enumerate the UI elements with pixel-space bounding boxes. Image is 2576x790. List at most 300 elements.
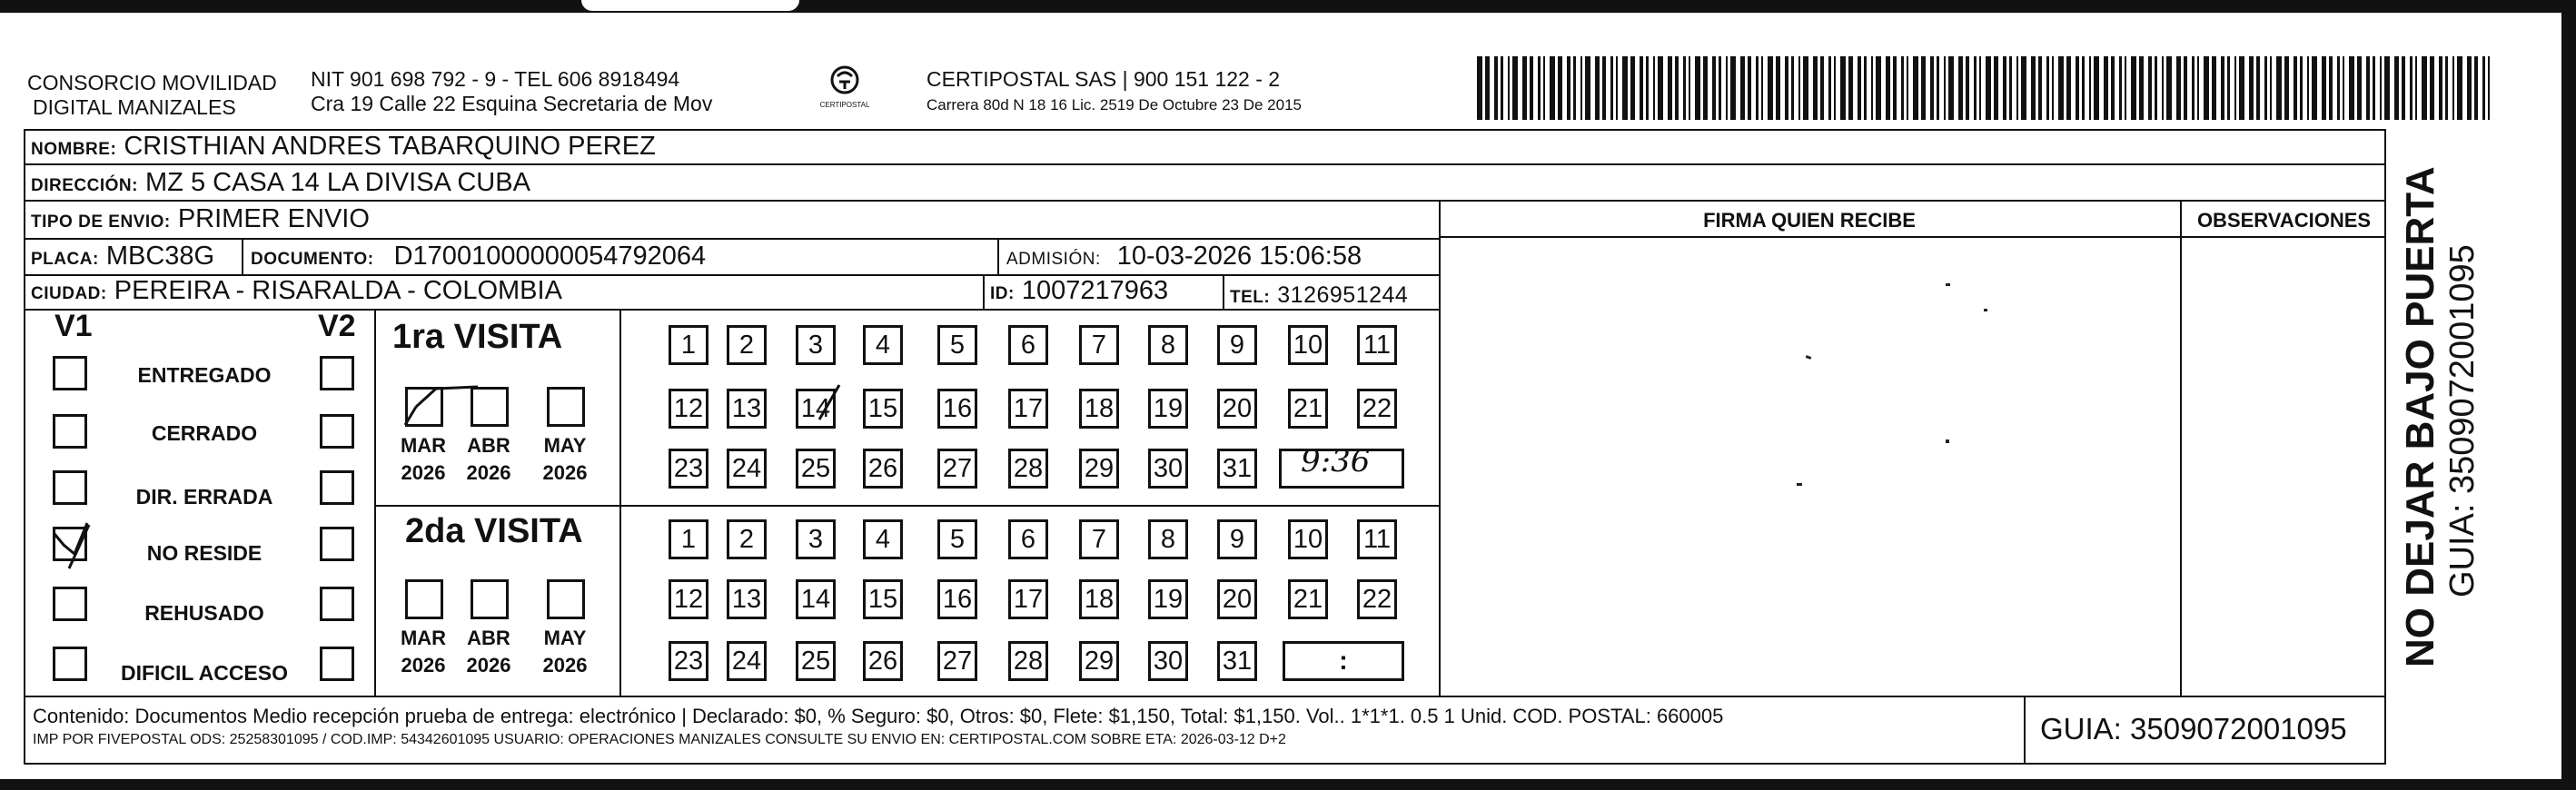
admision-field [1006,242,1362,272]
barcode-bar [1550,56,1555,120]
barcode-bar [2410,56,2413,120]
barcode-bar [2021,56,2026,120]
footer-guia-divider [2024,696,2026,765]
visit1-day-23[interactable]: 23 [669,449,708,489]
address-line: Cra 19 Calle 22 Esquina Secretaria de Mov [311,92,713,115]
visit1-day-20[interactable]: 20 [1217,389,1257,429]
barcode-bar [2415,56,2417,120]
month-name: ABR [467,627,510,649]
firma-header: FIRMA QUIEN RECIBE [1703,209,1916,232]
direccion-label: DIRECCIÓN: [31,176,138,195]
signature-area [1441,238,2180,697]
barcode-bar [1813,56,1818,120]
visit1-day-8[interactable]: 8 [1148,325,1188,365]
v2-header: V2 [318,309,356,343]
visit1-day-29[interactable]: 29 [1079,449,1119,489]
barcode-bar [2366,56,2370,120]
barcode-bar [2227,56,2230,120]
visit2-day-22[interactable]: 22 [1357,579,1397,619]
barcode-bar [1848,56,1853,120]
visit2-month-checkbox[interactable] [405,579,443,619]
month-name: MAY [543,434,587,457]
barcode-bar [1864,56,1867,120]
barcode-bar [2357,56,2362,120]
visit2-day-3[interactable]: 3 [796,519,836,559]
barcode-bar [2166,56,2172,120]
visit1-day-6[interactable]: 6 [1008,325,1048,365]
visit-divider-horizontal [374,505,1439,507]
visit1-day-2[interactable]: 2 [727,325,767,365]
visit1-day-16[interactable]: 16 [937,389,977,429]
visit2-day-1[interactable]: 1 [669,519,708,559]
visit1-day-27[interactable]: 27 [937,449,977,489]
visit2-month-checkbox[interactable] [547,579,585,619]
barcode-bar [2119,56,2122,120]
v2-checkbox[interactable] [320,527,354,561]
admision-label: ADMISIÓN: [1006,250,1101,269]
v2-checkbox[interactable] [320,414,354,449]
barcode-bar [1675,56,1679,120]
documento-label: DOCUMENTO: [251,250,374,269]
tel-field [1230,280,1408,310]
barcode-bar [1719,56,1721,120]
visit1-day-17[interactable]: 17 [1008,389,1048,429]
barcode-bar [1913,56,1918,120]
visit1-time-handwritten: 9:36 [1301,443,1371,479]
side-warning: NO DEJAR BAJO PUERTA [2398,166,2442,667]
month-name: ABR [467,434,510,457]
barcode-bar [1610,56,1613,120]
barcode-bar [1683,56,1686,120]
id-field [990,276,1168,306]
visit2-day-19[interactable]: 19 [1148,579,1188,619]
visit1-day-21[interactable]: 21 [1288,389,1328,429]
visit2-day-16[interactable]: 16 [937,579,977,619]
barcode-bar [1791,56,1794,120]
visit2-day-21[interactable]: 21 [1288,579,1328,619]
barcode-bar [1668,56,1672,120]
scan-edge-top-gap [581,0,799,11]
barcode-bar [1522,56,1527,120]
barcode-bar [2197,56,2199,120]
month-year: 2026 [542,461,588,484]
barcode-bar [2139,56,2144,120]
nombre-value: CRISTHIAN ANDRES TABARQUINO PEREZ [124,132,656,161]
barcode-bar [2349,56,2354,120]
company-line-1: CONSORCIO MOVILIDAD [27,71,277,94]
barcode-bar [2094,56,2099,120]
visit1-day-7[interactable]: 7 [1079,325,1119,365]
side-guia: GUIA: 3509072001095 [2443,244,2482,597]
visit2-month-label [465,625,512,679]
ciudad-value: PEREIRA - RISARALDA - COLOMBIA [114,276,562,305]
certipostal-logo [813,64,877,114]
barcode-bar [1703,56,1708,120]
admision-value: 10-03-2026 15:06:58 [1116,242,1362,271]
barcode-bar [2322,56,2326,120]
barcode-bar [2003,56,2006,120]
barcode-bar [2162,56,2164,120]
barcode-bar [2439,56,2442,120]
v1-checkbox[interactable] [53,647,87,681]
barcode-bar [1948,56,1954,120]
company-line-2: DIGITAL MANIZALES [33,95,236,119]
visit2-day-30[interactable]: 30 [1148,641,1188,681]
v2-checkbox[interactable] [320,356,354,390]
barcode-bar [1616,56,1618,120]
barcode-bar [2192,56,2195,120]
company-info [311,67,712,116]
barcode-bar [2457,56,2462,120]
month-year: 2026 [466,654,511,676]
barcode-bar [1726,56,1728,120]
month-name: MAY [543,627,587,649]
visit2-day-25[interactable]: 25 [796,641,836,681]
barcode-bar [2373,56,2375,120]
id-divider [983,274,985,311]
barcode-bar [1712,56,1716,120]
scan-edge-bottom [0,779,2576,790]
visit1-day-4[interactable]: 4 [863,325,903,365]
barcode-bar [2089,56,2091,120]
barcode-bar [1689,56,1690,120]
footer-contenido: Contenido: Documentos Medio recepción prueba de entrega: electrónico | Declarado: $0, % Seguro: $0, Otros: $0, Flete: $1,150, Total: $1,150. Vol.. 1*1*1. 0.5 1 Unid. COD. POSTAL: 660005 [33,705,1724,727]
barcode-bar [1558,56,1562,120]
barcode-bar [2276,56,2282,120]
id-value: 1007217963 [1021,276,1169,305]
placa-field [31,242,214,272]
barcode-bar [2125,56,2126,120]
certipostal-line-2: Carrera 80d N 18 16 Lic. 2519 De Octubre 23 De 2015 [926,96,1302,114]
barcode [1477,56,2490,120]
barcode-bar [1658,56,1663,120]
barcode-bar [1768,56,1773,120]
visit1-day-10[interactable]: 10 [1288,325,1328,365]
barcode-bar [1477,56,1482,120]
placa-label: PLACA: [31,250,99,269]
footer-guia: GUIA: 3509072001095 [2040,712,2347,746]
visit1-day-22[interactable]: 22 [1357,389,1397,429]
nombre-label: NOMBRE: [31,140,117,159]
barcode-bar [2467,56,2472,120]
visit1-day-3[interactable]: 3 [796,325,836,365]
direccion-value: MZ 5 CASA 14 LA DIVISA CUBA [145,168,530,197]
certipostal-info [926,67,1302,114]
visit2-day-20[interactable]: 20 [1217,579,1257,619]
barcode-bar [2294,56,2297,120]
tipo-label: TIPO DE ENVIO: [31,212,171,232]
barcode-bar [2184,56,2187,120]
visit2-month-label [400,625,447,679]
barcode-bar [1803,56,1808,120]
visit2-day-23[interactable]: 23 [669,641,708,681]
month-year: 2026 [466,461,511,484]
visit2-day-12[interactable]: 12 [669,579,708,619]
barcode-bar [2204,56,2209,120]
barcode-bar [1876,56,1881,120]
documento-field [251,242,706,272]
visit1-day-12[interactable]: 12 [669,389,708,429]
observaciones-header: OBSERVACIONES [2196,209,2372,232]
documento-value: D17001000000054792064 [393,242,707,271]
tipo-field [31,204,370,234]
barcode-bar [2052,56,2054,120]
barcode-bar [1567,56,1570,120]
barcode-bar [2394,56,2399,120]
visit2-day-11[interactable]: 11 [1357,519,1397,559]
id-label: ID: [990,284,1015,303]
barcode-bar [1543,56,1545,120]
barcode-bar [1871,56,1873,120]
visit2-day-26[interactable]: 26 [863,641,903,681]
barcode-bar [1958,56,1963,120]
barcode-bar [2155,56,2157,120]
barcode-bar [2031,56,2036,120]
barcode-bar [2148,56,2152,120]
barcode-bar [1840,56,1846,120]
v1-checkbox[interactable] [53,470,87,505]
visit2-day-2[interactable]: 2 [727,519,767,559]
visit1-day-19[interactable]: 19 [1148,389,1188,429]
month-name: MAR [400,627,447,649]
barcode-bar [1585,56,1590,120]
visit-months-divider [619,311,621,696]
barcode-bar [2234,56,2236,120]
barcode-bar [1979,56,1981,120]
visit2-time-box: : [1283,641,1404,681]
placa-divider [242,238,243,276]
status-label: NO RESIDE [146,541,263,565]
barcode-bar [2445,56,2448,120]
company-name [27,71,277,120]
barcode-bar [2422,56,2427,120]
visit1-month-checkbox[interactable] [547,387,585,427]
visit1-month-check-mark [400,381,500,436]
barcode-bar [2430,56,2434,120]
barcode-bar [1820,56,1824,120]
footer-imp: IMP POR FIVEPOSTAL ODS: 25258301095 / COD.IMP: 54342601095 USUARIO: OPERACIONES MANIZALES CONSULTE SU ENVIO EN: CERTIPOSTAL.COM SOBRE ETA: 2026-03-12 D+2 [33,732,1286,747]
visit2-day-13[interactable]: 13 [727,579,767,619]
barcode-bar [1944,56,1946,120]
visit1-day-check-mark [812,381,848,427]
v1-checkbox[interactable] [53,356,87,390]
barcode-bar [1494,56,1498,120]
barcode-bar [1901,56,1904,120]
barcode-bar [1530,56,1533,120]
barcode-bar [1834,56,1836,120]
visit2-day-14[interactable]: 14 [796,579,836,619]
barcode-bar [2221,56,2224,120]
logo-text: CERTIPOSTAL [819,101,870,109]
barcode-bar [2212,56,2216,120]
barcode-bar [2239,56,2244,120]
visit2-day-29[interactable]: 29 [1079,641,1119,681]
visit1-day-1[interactable]: 1 [669,325,708,365]
v2-checkbox[interactable] [320,587,354,621]
visit2-day-28[interactable]: 28 [1008,641,1048,681]
barcode-bar [2104,56,2108,120]
barcode-bar [1695,56,1700,120]
barcode-bar [1501,56,1503,120]
barcode-bar [1622,56,1628,120]
visit1-day-15[interactable]: 15 [863,389,903,429]
barcode-bar [1653,56,1655,120]
tipo-value: PRIMER ENVIO [177,204,370,233]
barcode-bar [1966,56,1969,120]
visit1-day-11[interactable]: 11 [1357,325,1397,365]
visit2-day-17[interactable]: 17 [1008,579,1048,619]
barcode-bar [1974,56,1977,120]
barcode-bar [1907,56,1908,120]
placa-value: MBC38G [105,242,215,271]
barcode-bar [1858,56,1861,120]
v2-checkbox[interactable] [320,470,354,505]
v1-header: V1 [54,309,93,343]
barcode-bar [2058,56,2064,120]
barcode-bar [2384,56,2390,120]
visit1-day-25[interactable]: 25 [796,449,836,489]
barcode-bar [2066,56,2071,120]
visit1-day-28[interactable]: 28 [1008,449,1048,489]
status-label: DIFICIL ACCESO [120,661,288,685]
visit2-day-6[interactable]: 6 [1008,519,1048,559]
visit2-day-24[interactable]: 24 [727,641,767,681]
barcode-bar [1756,56,1759,120]
visit1-day-24[interactable]: 24 [727,449,767,489]
visit2-day-9[interactable]: 9 [1217,519,1257,559]
barcode-bar [1508,56,1510,120]
barcode-bar [2343,56,2344,120]
barcode-bar [2329,56,2333,120]
visit2-day-8[interactable]: 8 [1148,519,1188,559]
barcode-bar [2016,56,2018,120]
visit1-day-9[interactable]: 9 [1217,325,1257,365]
barcode-bar [2249,56,2254,120]
barcode-bar [1573,56,1576,120]
visit1-day-31[interactable]: 31 [1217,449,1257,489]
barcode-bar [2452,56,2454,120]
barcode-bar [2082,56,2085,120]
visit2-day-10[interactable]: 10 [1288,519,1328,559]
barcode-bar [1798,56,1800,120]
barcode-bar [2038,56,2042,120]
barcode-bar [2337,56,2340,120]
barcode-bar [2270,56,2272,120]
visit2-day-18[interactable]: 18 [1079,579,1119,619]
barcode-bar [1630,56,1635,120]
v2-checkbox[interactable] [320,647,354,681]
visit2-day-7[interactable]: 7 [1079,519,1119,559]
no-reside-check-mark [51,518,105,572]
barcode-bar [1602,56,1606,120]
direccion-field [31,168,530,198]
barcode-bar [1538,56,1541,120]
logo-icon [827,64,863,96]
ciudad-field [31,276,562,306]
scan-edge-top [0,0,2576,13]
barcode-bar [1893,56,1897,120]
barcode-bar [2474,56,2478,120]
barcode-bar [1937,56,1939,120]
barcode-bar [2131,56,2136,120]
visit2-month-checkbox[interactable] [471,579,509,619]
visit2-month-label [541,625,589,679]
tel-label: TEL: [1230,288,1271,307]
barcode-bar [1776,56,1780,120]
visit2-day-5[interactable]: 5 [937,519,977,559]
barcode-bar [2009,56,2012,120]
barcode-bar [1921,56,1926,120]
status-label: DIR. ERRADA [135,485,273,509]
nombre-field [31,132,656,162]
barcode-bar [1485,56,1490,120]
visit1-day-5[interactable]: 5 [937,325,977,365]
barcode-bar [2488,56,2490,120]
barcode-bar [1785,56,1788,120]
barcode-bar [2307,56,2309,120]
barcode-bar [1646,56,1649,120]
status-label: CERRADO [151,421,258,445]
status-label: ENTREGADO [137,363,272,387]
barcode-bar [1640,56,1643,120]
v1-checkbox[interactable] [53,587,87,621]
barcode-bar [1930,56,1934,120]
barcode-bar [1740,56,1745,120]
month-year: 2026 [401,461,446,484]
barcode-bar [2264,56,2267,120]
barcode-bar [2402,56,2405,120]
admision-divider [997,238,999,276]
status-divider [374,311,376,696]
barcode-bar [2300,56,2303,120]
scan-edge-right [2561,0,2576,790]
visit1-day-13[interactable]: 13 [727,389,767,429]
certipostal-line-1: CERTIPOSTAL SAS | 900 151 122 - 2 [926,67,1281,91]
barcode-bar [2284,56,2289,120]
obs-left-border [2180,200,2182,697]
visit2-day-27[interactable]: 27 [937,641,977,681]
visit2-day-31[interactable]: 31 [1217,641,1257,681]
barcode-bar [2111,56,2115,120]
visit1-day-14[interactable]: 14 [796,389,836,429]
barcode-bar [1748,56,1751,120]
visit2-day-4[interactable]: 4 [863,519,903,559]
visit1-day-18[interactable]: 18 [1079,389,1119,429]
status-section-border-bottom [24,696,2386,697]
nit-line: NIT 901 698 792 - 9 - TEL 606 8918494 [311,67,680,91]
barcode-bar [1986,56,1991,120]
status-label: REHUSADO [144,601,264,625]
barcode-bar [2176,56,2181,120]
visit2-title: 2da VISITA [405,512,583,550]
barcode-bar [2256,56,2260,120]
month-name: MAR [400,434,447,457]
v1-checkbox[interactable] [53,414,87,449]
month-year: 2026 [542,654,588,676]
visit1-title: 1ra VISITA [392,318,563,356]
ciudad-label: CIUDAD: [31,284,107,303]
barcode-bar [1886,56,1890,120]
barcode-bar [1730,56,1736,120]
barcode-bar [2312,56,2317,120]
visit1-month-label [465,432,512,487]
visit2-day-15[interactable]: 15 [863,579,903,619]
visit1-day-26[interactable]: 26 [863,449,903,489]
visit1-month-label [541,432,589,487]
barcode-bar [1994,56,1998,120]
barcode-bar [2076,56,2079,120]
visit1-day-30[interactable]: 30 [1148,449,1188,489]
